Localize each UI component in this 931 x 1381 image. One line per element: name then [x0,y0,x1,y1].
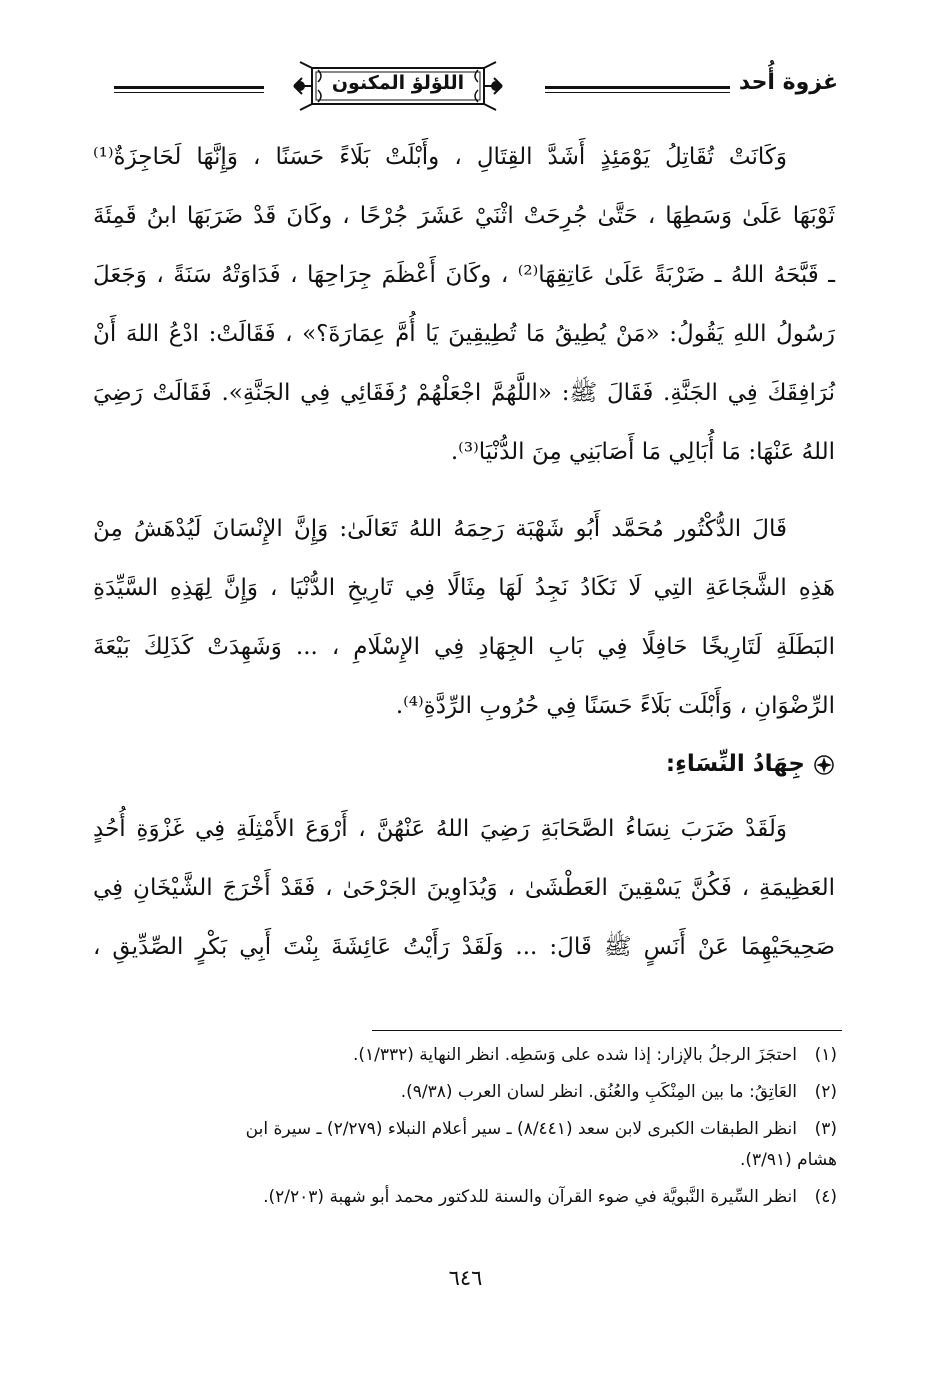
book-title: اللؤلؤ المكنون [331,72,465,94]
footnote-text: انظر السِّيرة النَّبويَّة في ضوء القرآن والسنة للدكتور محمد أبو شهبة (٢/٢٠٣). [263,1187,797,1207]
running-header [96,58,838,118]
header-rule-left [114,86,264,89]
book-title-cartouche [288,58,508,114]
footnote-text-continued: هشام (٣/٩١). [739,1150,837,1170]
footnote [93,1077,837,1108]
footnote-number: (٢) [814,1082,837,1102]
footnote-number: (٣) [814,1119,837,1139]
text-line: الرِّضْوَانِ ، وَأَبْلَت بَلَاءً حَسَنًا فِي حُرُوبِ الرِّدَّةِ⁽⁴⁾. [395,693,835,719]
text-line: اللهُ عَنْهَا: مَا أُبَالِي مَا أَصَابَنِي مِنَ الدُّنْيَا⁽³⁾. [450,439,835,465]
footnote-text: العَاتِقُ: ما بين المِنْكَبِ والعُنُق. انظر لسان العرب (٩/٣٨). [400,1082,797,1102]
text-line: وَكَانَتْ تُقَاتِلُ يَوْمَئِذٍ أَشَدَّ القِتَالِ ، وأَبْلَتْ بَلَاءً حَسَنًا ، وَإِنَّهَا لَحَاجِزَةٌ⁽¹⁾ [93,144,787,170]
footnote [93,1182,837,1213]
text-line: ـ قَبَّحَهُ اللهُ ـ ضَرْبَةً عَلَىٰ عَاتِقِهَا⁽²⁾ ، وكَانَ أَعْظَمَ جِرَاحِهَا ، فَدَاوَتْهُ سَنَةً ، وَجَعَلَ [93,262,835,288]
section-heading-text: جِهَادُ النِّسَاءِ: [665,751,805,777]
text-line: العَظِيمَةِ ، فَكُنَّ يَسْقِينَ العَطْشَىٰ ، وَيُدَاوِينَ الجَرْحَىٰ ، فَقَدْ أَخْرَجَ الشَّيْخَانِ فِي [93,875,835,901]
section-heading [93,736,835,792]
footnote-text: احتجَزَ الرجلُ بالإزار: إذا شده على وَسَطِه. انظر النهاية (١/٣٣٢). [352,1045,797,1065]
footnote [93,1040,837,1071]
footnote-separator [372,1030,842,1031]
text-line: هَذِهِ الشَّجَاعَةِ التِي لَا نَكَادُ نَجِدُ لَهَا مِثَالًا فِي تَارِيخِ الدُّنْيَا ، وَإِنَّ لِهَذِهِ السَّيِّدَةِ [93,575,835,601]
footnote-number: (١) [814,1045,837,1065]
header-rule-right [545,86,730,89]
main-text [93,128,835,977]
flower-ornament-icon [813,754,835,776]
text-line: صَحِيحَيْهِمَا عَنْ أَنَسٍ ﷺ قَالَ: ... وَلَقَدْ رَأَيْتُ عَائِشَةَ بِنْتَ أَبِي بَكْرٍ الصِّدِّيقِ ، [93,934,835,960]
text-line: ثَوْبَهَا عَلَىٰ وَسَطِهَا ، حَتَّىٰ جُرِحَتْ اثْنَيْ عَشَرَ جُرْحًا ، وكَانَ قَدْ ضَرَبَهَا ابنُ قَمِئَةَ [93,203,835,229]
chapter-title: غزوة أُحد [738,70,838,95]
text-line: رَسُولُ اللهِ يَقُولُ: «مَنْ يُطِيقُ مَا تُطِيقِينَ يَا أُمَّ عِمَارَةَ؟» ، فَقَالَتْ: ادْعُ اللهَ أَنْ [93,321,835,347]
text-line: البَطَلَةِ لَتَارِيخًا حَافِلًا فِي بَابِ الجِهَادِ فِي الإِسْلَامِ ، ... وَشَهِدَتْ كَذَلِكَ بَيْعَةَ [93,634,835,660]
page-number: ٦٤٦ [448,1266,483,1290]
footnote-text: انظر الطبقات الكبرى لابن سعد (٨/٤٤١) ـ سير أعلام النبلاء (٢/٢٧٩) ـ سيرة ابن [245,1119,797,1139]
text-line: وَلَقَدْ ضَرَبَ نِسَاءُ الصَّحَابَةِ رَضِيَ اللهُ عَنْهُنَّ ، أَرْوَعَ الأَمْثِلَةِ فِي غَزْوَةِ أُحُدٍ [93,816,787,842]
text-line: قَالَ الدُّكْتُور مُحَمَّد أَبُو شَهْبَة رَحِمَهُ اللهُ تَعَالَىٰ: وَإِنَّ الإِنْسَانَ لَيُدْهَشُ مِنْ [93,516,787,542]
text-line: نُرَافِقَكَ فِي الجَنَّةِ. فَقَالَ ﷺ: «اللَّهُمَّ اجْعَلْهُمْ رُفَقَائِي فِي الجَنَّةِ». فَقَالَتْ رَضِيَ [93,380,835,406]
footnote-number: (٤) [814,1187,837,1207]
footnotes [93,1040,837,1219]
footnote [93,1114,837,1176]
